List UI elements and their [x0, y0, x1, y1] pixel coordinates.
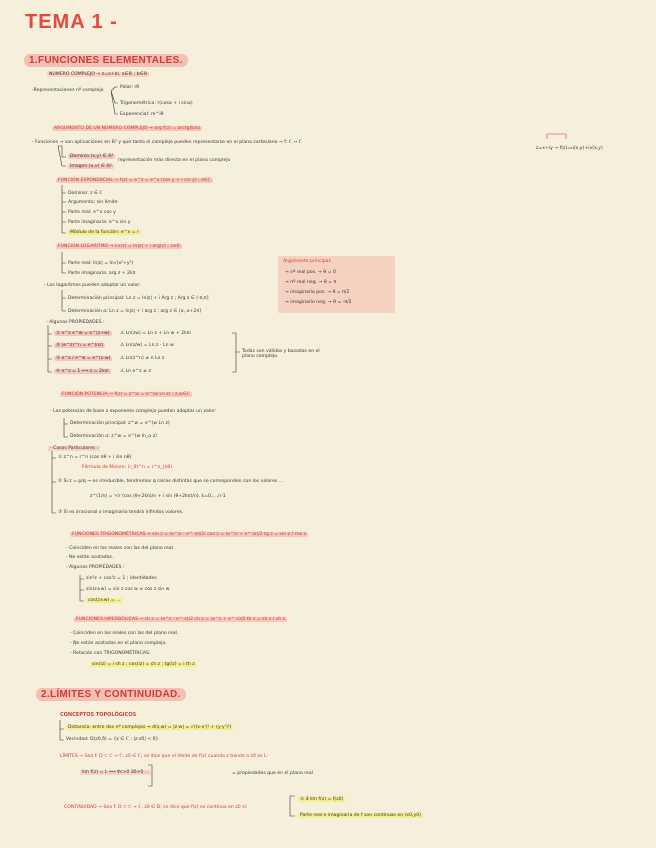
page-title: TEMA 1 -: [25, 11, 118, 33]
conceptos-topologicos: CONCEPTOS TOPOLÓGICOS: [60, 712, 137, 718]
funciones-hiperbolicas: FUNCIONES HIPERBÓLICAS → sh z = (e^z - e^-z)/2 ch z = (e^z + e^-z)/2 th z = sh z / ch z: [76, 617, 286, 622]
prop-3: ③ e^z / e^w = e^(z-w): [56, 356, 111, 361]
exp-modulo: Módulo de la función: e^x = r: [70, 230, 139, 235]
line-representaciones: -Representaciones nº complejo: [32, 88, 104, 93]
prop-log-4: ⚠ Ln e^z ≠ z: [120, 369, 151, 374]
limite-definicion: lím f(z) = L ⟺ ∀ε>0 ∃δ>0 ...: [82, 770, 150, 775]
log-det-principal: Determinación principal: Ln z = ln|z| + i Arg z ; Arg z ∈ (-π,π]: [68, 296, 209, 301]
log-parte-imaginaria: Parte imaginaria: arg z + 2kπ: [68, 271, 136, 276]
representacion-nota: representación más directa en el plano complejo: [118, 158, 231, 163]
log-det-alpha: Determinación α: Ln z = ln|z| + i arg z ; arg z ∈ (α, α+2π]: [68, 309, 201, 314]
propiedades-heading: - Algunas PROPIEDADES :: [46, 320, 105, 325]
continuidad-2: Parte real e imaginaria de f son continuas en (x0,y0): [300, 813, 421, 818]
potencia-det-alpha: Determinación α: z^w = e^(w ln_α z): [70, 434, 157, 439]
rep-trigonometrica: Trigonométrica: r(cosα + i sinα): [120, 101, 193, 106]
limite-propiedades: = propiedades que en el plano real: [232, 771, 313, 776]
exp-argumento: Argumento: sin límite: [68, 200, 118, 205]
trig-prop-3: cos(z±w) = ...: [88, 598, 121, 603]
prop-log-2: ⚠ Ln(z/w) = Ln z - Ln w: [120, 343, 174, 348]
side-title: Argumento principal:: [283, 259, 332, 264]
caso-1: ① z^n = r^n (cos nθ + i sin nθ): [58, 455, 132, 460]
line-numero-complejo: NÚMERO COMPLEJO → z=a+bi, a∈ℝ ; b∈ℝ: [49, 72, 148, 77]
potencia-valores: - Las potencias de base z exponente complejo pueden adoptar un valor:: [50, 409, 217, 414]
side-real-pos: → nº real pos. → θ = 0: [285, 270, 336, 275]
line-argumento: ARGUMENTO DE UN NÚMERO COMPLEJO → arg f(z) = arctg(b/a): [54, 126, 201, 131]
limites: LÍMITES → Sea f: D ⊂ ℂ → ℂ, z0 ∈ ℂ; se dice que el límite de f(z) cuando z tiende a z0 es L:: [60, 754, 269, 759]
prop-log-3: ⚠ Ln(z^n) ≠ n Ln z: [120, 356, 165, 361]
trig-prop-1: sin²z + cos²z = 1 ; identidades: [86, 576, 157, 581]
section-heading-limites: 2.LÍMITES Y CONTINUIDAD.: [36, 688, 186, 701]
prop-note: Todas son válidas y basadas en el plano complejo.: [242, 349, 320, 359]
line-funciones-right: z=x+iy → f(z)=u(x,y)+iv(x,y): [536, 146, 603, 151]
trig-1: - Coinciden en los reales con las del plano real.: [66, 546, 175, 551]
prop-log-1: ⚠ Ln(zw) = Ln z + Ln w + 2kπi: [120, 331, 191, 336]
caso-2: ② Si z = p/q → es irreducible, tendremos q raíces distintas que se corresponden con los valores ...: [58, 479, 284, 484]
casos-heading: - Casos Particulares :: [50, 446, 99, 451]
caso-3: ③ Si es irracional o imaginario tendrá infinitos valores.: [58, 510, 184, 515]
continuidad-1: ① ∃ lím f(z) = f(z0): [300, 797, 344, 802]
exp-dominio: Dominio: z ∈ ℂ: [68, 191, 103, 196]
section-heading-funciones: 1.FUNCIONES ELEMENTALES.: [24, 54, 188, 67]
funciones-trigonometricas: FUNCIONES TRIGONOMÉTRICAS → sin z = (e^iz - e^-iz)/2i cos z = (e^iz + e^-iz)/2 tg z = sin z / cos z: [72, 532, 307, 537]
funcion-exponencial: FUNCIÓN EXPONENCIAL → f(z) = e^z = e^x (cos y + i sin y) ; z∈ℂ: [58, 178, 211, 183]
log-valores: - Los logaritmos pueden adoptar un valor:: [44, 283, 141, 288]
caso-1-moivre: Fórmula de Moivre: (r_θ)^n = r^n_(nθ): [82, 465, 172, 470]
funcion-logaritmo: FUNCIÓN LOGARITMO → Ln(z) = ln|z| + i arg(z) ; z≠0: [58, 244, 180, 249]
trig-prop-2: sin(z±w) = sin z cos w ± cos z sin w: [86, 587, 170, 592]
exp-parte-imaginaria: Parte imaginaria: e^x sin y: [68, 220, 131, 225]
line-funciones: - Funciones → son aplicaciones en ℝ² y que tanto el complejo pueden representarse en el plano cartesiano → f: ℂ → ℂ: [32, 140, 302, 145]
rep-exponencial: Exponencial: re^iθ: [120, 112, 164, 117]
hip-relacion: sin(iz) = i sh z ; cos(iz) = ch z ; tg(iz) = i th z: [92, 662, 195, 667]
hip-2: - No están acotadas en el plano complejo.: [70, 641, 167, 646]
prop-2: ② (e^z)^n = e^(nz): [56, 343, 104, 348]
trig-2: - No están acotadas.: [66, 555, 114, 560]
prop-1: ① e^z e^w = e^(z+w): [56, 331, 110, 336]
imagen: Imagen (u,v) ∈ ℝ²: [70, 164, 112, 169]
funcion-potencia: FUNCIÓN POTENCIA → f(z) = z^w = e^(w Ln z) ; z,w∈ℂ: [62, 392, 190, 397]
caso-2-formula: z^(1/n) = ⁿ√r (cos (θ+2kπ)/n + i sin (θ+2kπ)/n), k=0,...,n-1: [90, 494, 226, 499]
exp-parte-real: Parte real: e^x cos y: [68, 210, 116, 215]
hip-3: - Relación con TRIGONOMÉTRICAS:: [70, 651, 151, 656]
hip-1: - Coinciden en los reales con las del plano real.: [70, 631, 179, 636]
side-imag-pos: → imaginario pos. → θ = π/2: [285, 290, 350, 295]
continuidad: CONTINUIDAD → Sea f: D ⊂ ℂ → ℂ, z0 ∈ D; se dice que f(z) es continua en z0 si:: [64, 805, 248, 810]
distancia: Distancia: entre dos nº complejos → d(z,w) = |z-w| = √((x-x')² + (y-y')²): [68, 725, 232, 730]
prop-4: ④ e^z = 1 ⟺ z = 2kπi: [56, 369, 109, 374]
dominio: Dominio (x,y) ∈ ℝ²: [70, 154, 114, 159]
rep-polar: Polar: rθ: [120, 85, 140, 90]
trig-3: - Algunas PROPIEDADES :: [66, 565, 125, 570]
side-imag-neg: → imaginario neg. → θ = -π/2: [285, 300, 352, 305]
vecindad: Vecindad: D(z0,δ) = {z ∈ ℂ : |z-z0| < δ}: [66, 737, 159, 742]
side-real-neg: → nº real neg. → θ = π: [285, 280, 337, 285]
log-parte-real: Parte real: ln|z| = ln√(x²+y²): [68, 261, 134, 266]
potencia-det-principal: Determinación principal: z^w = e^(w Ln z): [70, 421, 170, 426]
